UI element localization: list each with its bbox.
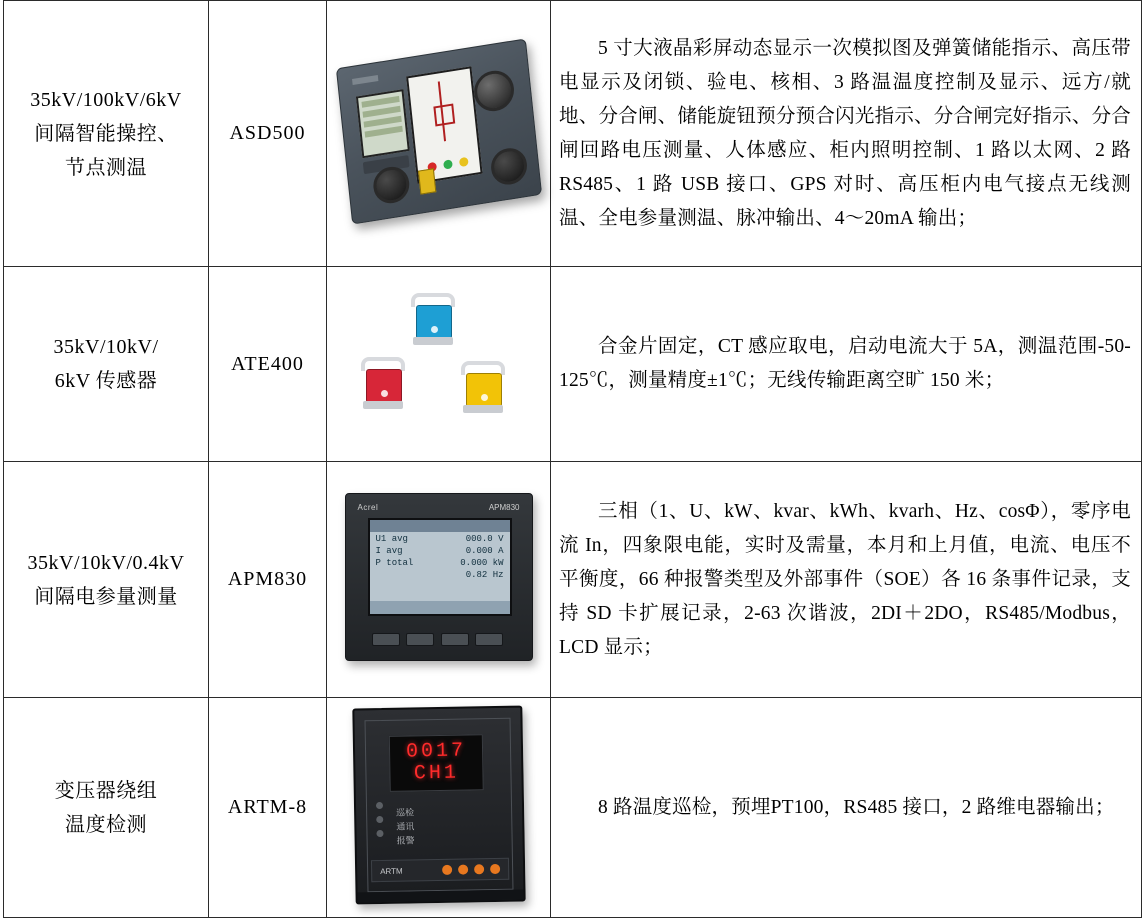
product-model-text: ASD500 [229,122,306,144]
lcd-row-label: I avg [375,546,403,556]
cell-product-name [4,267,209,462]
asd500-controller-image [327,45,550,223]
device-screen [355,89,409,158]
cell-product-description [551,462,1142,698]
cell-product-model [209,267,327,462]
lcd-row-value: 0.000 A [465,546,504,556]
sensor-dot [381,390,388,397]
selector-knob [489,145,528,186]
screen-bar [364,125,402,137]
product-description-text: 三相（1、U、kW、kvar、kWh、kvarh、Hz、cosΦ），零序电流 In，四象限电能，实时及需量，本月和上月值，电流、电压不平衡度，66 种报警类型及外部事件（SOE）各 16 条事件记录，支持 SD 卡扩展记录，2-63 次谐波，2DI＋2DO，RS485/Modbus，LCD 显示； [559,500,1131,658]
device-bottom-edge [357,890,523,903]
product-model-text: ATE400 [231,352,304,375]
status-led-labels [396,805,415,847]
lcd-row-label: P total [375,558,414,568]
device-brand-label: Acrel [357,503,379,512]
product-name-line: 间隔智能操控、 [34,122,178,145]
cell-product-name [4,1,209,267]
table-row [4,1,1142,267]
lcd-footer-bar [370,601,510,614]
lcd-row [370,556,510,568]
cell-product-name [4,698,209,918]
product-name-text [4,77,208,191]
status-led [376,816,383,823]
panel-button [474,864,484,874]
sensor-base [363,401,403,409]
device-tag [352,74,378,84]
device-illustration [335,38,541,224]
sensor-yellow [461,361,505,413]
sensor-body [466,373,502,407]
product-name-line: 6kV 传感器 [54,370,158,392]
cell-product-model [209,1,327,267]
cell-product-description [551,698,1142,918]
artm8-temperature-unit-image [327,699,550,916]
product-model-text: APM830 [227,568,308,590]
device-illustration [345,493,533,661]
screen-bar [363,115,401,127]
lcd-row-value: 000.0 V [465,534,504,544]
product-description-text: 8 路温度巡检，预埋PT100，RS485 接口，2 路维电器输出； [598,796,1115,818]
sensor-blue [411,293,455,345]
meter-key [475,633,503,646]
cell-product-image [327,698,551,918]
status-led [376,830,383,837]
table-row [4,698,1142,918]
sensor-base [413,337,453,345]
sensor-body [416,305,452,339]
led-display-line1: 0017 [405,739,466,764]
cell-product-description [551,267,1142,462]
panel-button [442,865,452,875]
product-model-text: ARTM-8 [227,796,308,818]
meter-key [441,633,469,646]
cell-product-image [327,462,551,698]
product-name-text [4,324,208,404]
screen-bar [361,95,399,107]
led-display-line2: CH1 [413,761,459,786]
cell-product-image [327,1,551,267]
lcd-row [370,568,510,580]
meter-key [406,633,434,646]
product-name-line: 节点测温 [65,156,147,179]
product-name-line: 变压器绕组 [54,779,158,802]
status-led-group [375,802,383,837]
ate400-sensor-image [327,279,550,450]
cell-product-model [209,698,327,918]
button-strip-label: ARTM [379,866,403,876]
device-illustration [349,287,529,437]
button-strip [370,858,508,882]
meter-key [372,633,400,646]
device-illustration [352,706,525,905]
table-row [4,462,1142,698]
product-name-line: 35kV/100kV/6kV [30,88,182,111]
product-spec-table [3,0,1142,918]
mimic-breaker-symbol [433,103,455,126]
panel-button [490,864,500,874]
sensor-base [463,405,503,413]
cell-product-name [4,462,209,698]
lcd-row-value: 0.000 kW [460,558,504,568]
mimic-diagram-panel [406,66,483,184]
lcd-title-bar [370,520,510,532]
cell-product-description [551,1,1142,267]
status-led [375,802,382,809]
status-led-label: 报警 [396,835,415,846]
panel-button [458,865,468,875]
sensor-red [361,357,405,409]
product-name-line: 35kV/10kV/ [53,336,159,358]
apm830-meter-image [327,485,550,674]
sensor-body [366,369,402,403]
product-name-line: 温度检测 [65,813,147,836]
lcd-row [370,544,510,556]
rotary-dial [472,67,516,113]
table-row [4,267,1142,462]
status-led-label: 通讯 [395,821,414,832]
cell-product-model [209,462,327,698]
led-display [388,734,483,792]
sensor-dot [481,394,488,401]
product-name-text [4,768,208,848]
meter-lcd-screen [368,518,512,616]
product-name-text [4,540,208,620]
lcd-row [370,532,510,544]
meter-keypad [372,633,504,646]
product-description-text: 合金片固定，CT 感应取电，启动电流大于 5A，测温范围-50-125℃，测量精度±1℃；无线传输距离空旷 150 米； [559,336,1131,391]
lcd-row-label: U1 avg [375,534,408,544]
product-description-text: 5 寸大液晶彩屏动态显示一次模拟图及弹簧储能指示、高压带电显示及闭锁、验电、核相、3 路温温度控制及显示、远方/就地、分合闸、储能旋钮预分预合闪光指示、分合闸完好指示、分合闸回路电压测量、人体感应、柜内照明控制、1 路以太网、2 路 RS485、1 路 USB 接口、GPS 对时、高压柜内电气接点无线测温、全电参量测温、脉冲输出、4～20mA 输出； [559,37,1131,229]
lcd-row-value: 0.82 Hz [465,570,504,580]
emergency-button [417,168,435,194]
sensor-dot [431,326,438,333]
status-led-label: 巡检 [395,807,414,818]
indicator-led-green [443,159,453,169]
device-model-label: APM830 [488,503,520,512]
screen-bar [362,105,400,117]
product-name-line: 间隔电参量测量 [34,585,178,608]
product-name-line: 35kV/10kV/0.4kV [27,551,185,574]
cell-product-image [327,267,551,462]
indicator-led-yellow [458,156,468,166]
